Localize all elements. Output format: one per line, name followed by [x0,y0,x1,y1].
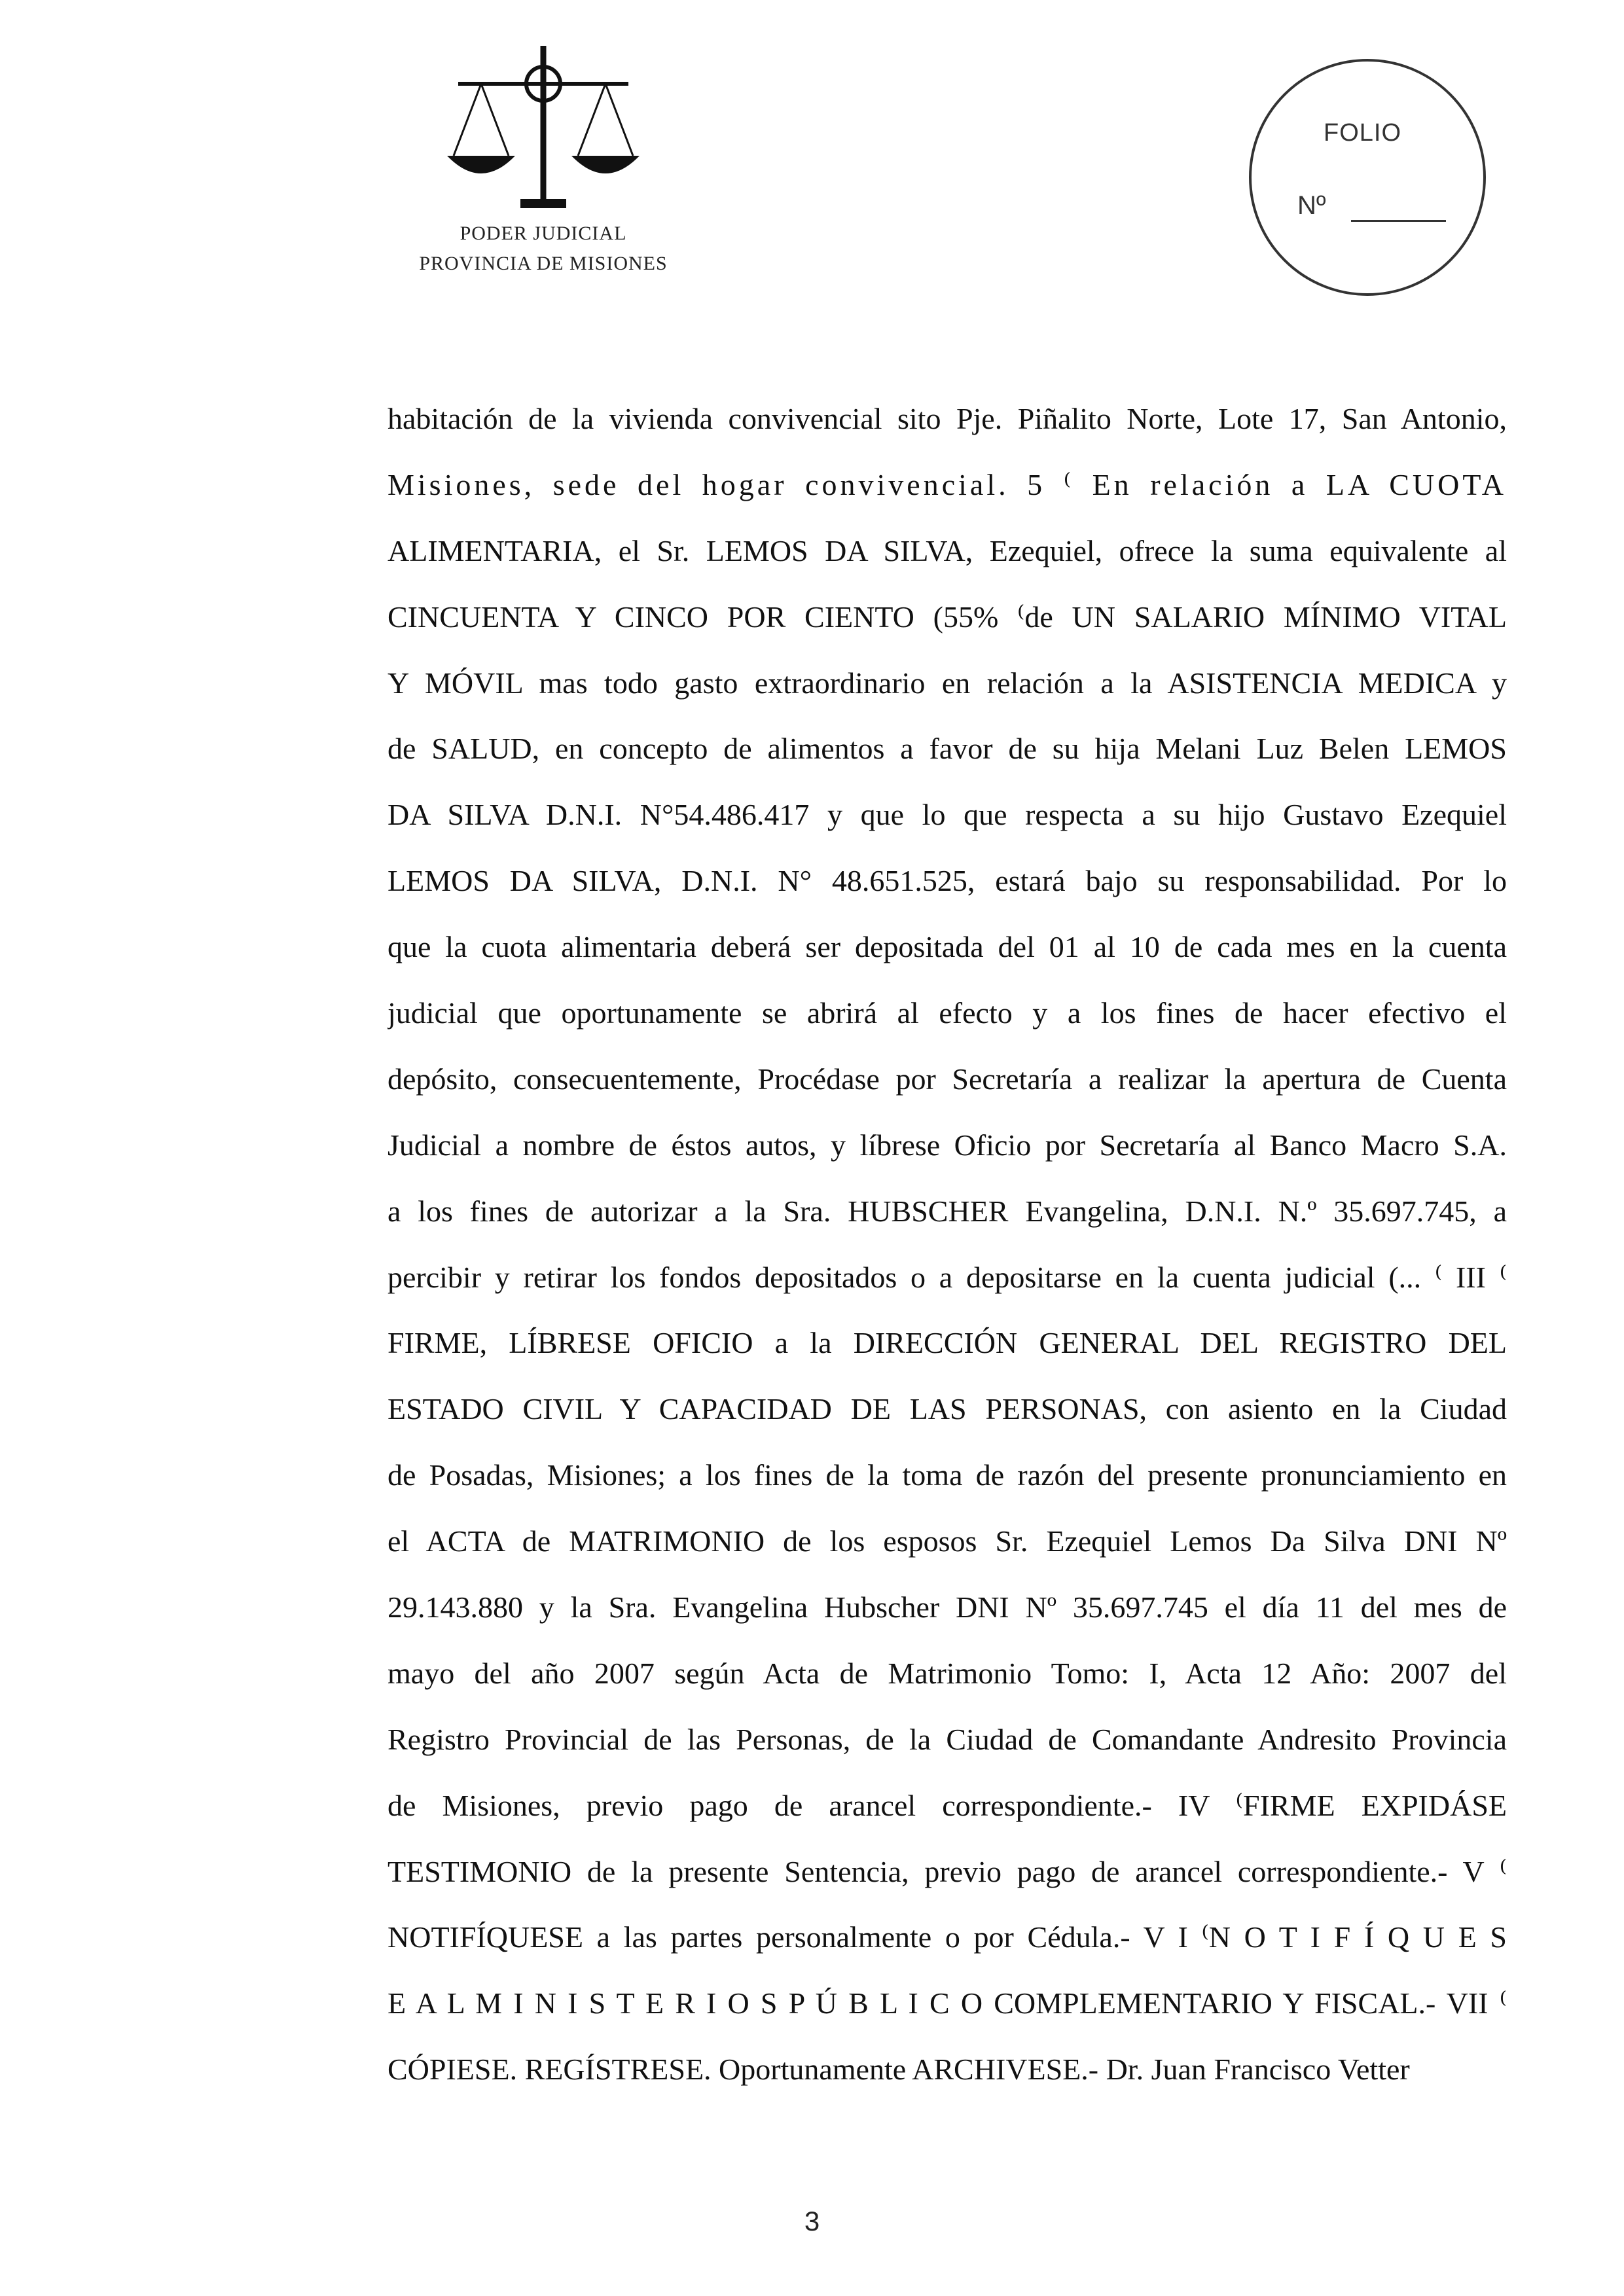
text-line: habitación de la vivienda convivencial sito Pje. Piñalito Norte, Lote 17, San Antonio, [388,402,1507,435]
text-line: Judicial a nombre de éstos autos, y líbrese Oficio por Secretaría al Banco Macro S.A. [388,1128,1507,1162]
text-line: Misiones, sede del hogar convivencial. 5 ⁽ En relación a LA CUOTA [388,467,1507,501]
text-line: NOTIFÍQUESE a las partes personalmente o por Cédula.- V I ⁽N O T I F Í Q U E S [388,1920,1507,1954]
text-line: Y MÓVIL mas todo gasto extraordinario en relación a la ASISTENCIA MEDICA y [388,666,1507,700]
text-line: de Misiones, previo pago de arancel correspondiente.- IV ⁽FIRME EXPIDÁSE [388,1788,1507,1822]
folio-number-blank [1351,220,1446,222]
text-line: 29.143.880 y la Sra. Evangelina Hubscher DNI Nº 35.697.745 el día 11 del mes de [388,1590,1507,1624]
text-line: percibir y retirar los fondos depositados o a depositarse en la cuenta judicial (... ⁽ III ⁽ [388,1260,1507,1294]
text-line: a los fines de autorizar a la Sra. HUBSCHER Evangelina, D.N.I. N.º 35.697.745, a [388,1194,1507,1228]
text-line: ESTADO CIVIL Y CAPACIDAD DE LAS PERSONAS, con asiento en la Ciudad [388,1392,1507,1426]
text-line: el ACTA de MATRIMONIO de los esposos Sr. Ezequiel Lemos Da Silva DNI Nº [388,1524,1507,1558]
text-line: FIRME, LÍBRESE OFICIO a la DIRECCIÓN GENERAL DEL REGISTRO DEL [388,1326,1507,1360]
logo-line-poder-judicial: PODER JUDICIAL [460,223,627,244]
text-line: mayo del año 2007 según Acta de Matrimonio Tomo: I, Acta 12 Año: 2007 del [388,1656,1507,1690]
text-line: E A L M I N I S T E R I O S P Ú B L I C O COMPLEMENTARIO Y FISCAL.- VII ⁽ [388,1986,1507,2020]
text-line: LEMOS DA SILVA, D.N.I. N° 48.651.525, estará bajo su responsabilidad. Por lo [388,864,1507,898]
folio-stamp [1249,59,1486,296]
folio-title: FOLIO [1324,119,1402,147]
poder-judicial-logo [406,39,681,295]
text-line: que la cuota alimentaria deberá ser depositada del 01 al 10 de cada mes en la cuenta [388,930,1507,964]
text-line: depósito, consecuentemente, Procédase por Secretaría a realizar la apertura de Cuenta [388,1062,1507,1096]
document-body [388,386,1507,2103]
text-line: CÓPIESE. REGÍSTRESE. Oportunamente ARCHIVESE.- Dr. Juan Francisco Vetter [388,2053,1410,2087]
page-number: 3 [804,2206,820,2236]
text-line: de Posadas, Misiones; a los fines de la toma de razón del presente pronunciamiento en [388,1458,1507,1492]
text-line: de SALUD, en concepto de alimentos a favor de su hija Melani Luz Belen LEMOS [388,732,1507,766]
text-line: ALIMENTARIA, el Sr. LEMOS DA SILVA, Ezequiel, ofrece la suma equivalente al [388,533,1507,567]
logo-line-provincia: PROVINCIA DE MISIONES [419,253,668,274]
scales-of-justice-icon [442,39,645,216]
text-line: judicial que oportunamente se abrirá al efecto y a los fines de hacer efectivo el [388,996,1507,1030]
text-line: Registro Provincial de las Personas, de la Ciudad de Comandante Andresito Provincia [388,1722,1507,1756]
text-line: TESTIMONIO de la presente Sentencia, previo pago de arancel correspondiente.- V ⁽ [388,1854,1507,1888]
folio-number-label: Nº [1297,191,1326,220]
text-line: CINCUENTA Y CINCO POR CIENTO (55% ⁽de UN SALARIO MÍNIMO VITAL [388,600,1507,634]
text-line: DA SILVA D.N.I. N°54.486.417 y que lo que respecta a su hijo Gustavo Ezequiel [388,798,1507,832]
